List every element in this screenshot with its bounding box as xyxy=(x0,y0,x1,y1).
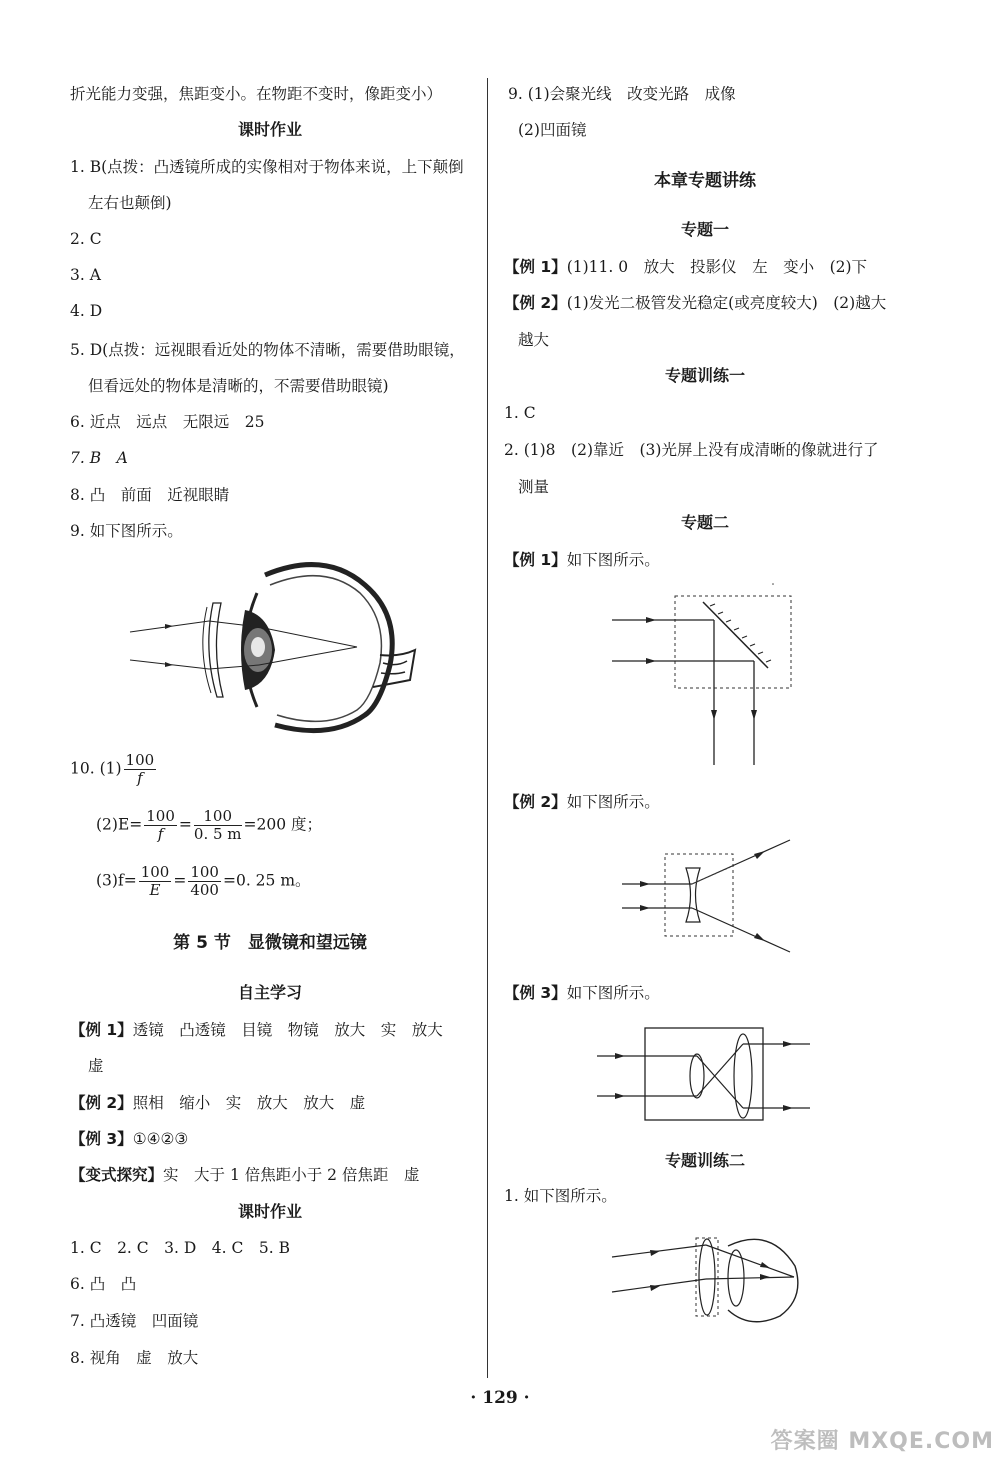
answer-1: 1. B(点拨：凸透镜所成的实像相对于物体来说，上下颠倒 xyxy=(70,158,464,176)
eye-diagram xyxy=(125,555,425,745)
example-text: 照相 缩小 实 放大 放大 虚 xyxy=(132,1094,366,1112)
example-2-cont: 越大 xyxy=(518,331,550,349)
example-text: 如下图所示。 xyxy=(566,984,660,1002)
formula-prefix: 10. (1) xyxy=(70,759,122,778)
training-2-cont: 测量 xyxy=(518,478,550,496)
training-heading: 专题训练二 xyxy=(664,1151,745,1170)
example-tag: 【例 3】 xyxy=(504,984,567,1002)
fraction xyxy=(194,808,242,843)
answer-7: 7. B A xyxy=(70,449,128,467)
fraction xyxy=(144,808,177,843)
fraction-numerator: 100 xyxy=(140,863,170,881)
answer-7: 7. 凸透镜 凹面镜 xyxy=(70,1312,199,1330)
answer-6: 6. 凸 凸 xyxy=(70,1275,137,1293)
watermark xyxy=(771,1424,994,1455)
section-title: 第 5 节 显微镜和望远镜 xyxy=(173,933,367,953)
text-line: 折光能力变强，焦距变小。在物距不变时，像距变小） xyxy=(70,85,443,103)
concave-lens-diagram xyxy=(620,832,820,962)
figure-example-3 xyxy=(504,983,660,1003)
equals-sign: = xyxy=(178,815,192,834)
example-text: 实 大于 1 倍焦距小于 2 倍焦距 虚 xyxy=(163,1166,420,1184)
section-heading: 自主学习 xyxy=(237,983,302,1002)
fraction-denominator: f xyxy=(137,769,143,787)
answer-1-cont: 左右也颠倒) xyxy=(88,194,172,212)
answer-9-2: (2)凹面镜 xyxy=(518,121,587,139)
answer-8: 8. 视角 虚 放大 xyxy=(70,1349,199,1367)
fraction-numerator: 100 xyxy=(194,808,242,826)
formula-10-1 xyxy=(70,752,158,787)
formula-prefix: (2)E= xyxy=(96,815,143,834)
fraction-numerator: 100 xyxy=(125,751,155,769)
answer-row: 1. C 2. C 3. D 4. C 5. B xyxy=(70,1239,290,1257)
example-tag: 【例 3】 xyxy=(70,1130,133,1148)
telescope-diagram xyxy=(595,1022,825,1132)
answer-2: 2. C xyxy=(70,230,102,248)
example-2 xyxy=(70,1093,365,1113)
example-text: ①④②③ xyxy=(132,1130,189,1148)
formula-10-3 xyxy=(96,864,311,899)
fraction-numerator: 100 xyxy=(190,863,219,881)
figure-example-1 xyxy=(504,550,660,570)
formula-result: =0. 25 m。 xyxy=(222,871,311,890)
fraction-denominator: 400 xyxy=(190,881,219,899)
topic-heading: 专题二 xyxy=(680,513,729,532)
fraction xyxy=(188,864,221,899)
example-1 xyxy=(70,1020,443,1040)
figure-example-2 xyxy=(504,792,660,812)
example-3 xyxy=(70,1129,188,1149)
example-text: (1)11. 0 放大 投影仪 左 变小 (2)下 xyxy=(566,258,868,276)
answer-6: 6. 近点 远点 无限远 25 xyxy=(70,413,265,431)
answer-3: 3. A xyxy=(70,266,101,284)
example-tag: 【例 2】 xyxy=(504,294,567,312)
example-tag: 【例 1】 xyxy=(504,551,567,569)
example-tag: 【例 2】 xyxy=(504,793,567,811)
answer-5-cont: 但看远处的物体是清晰的，不需要借助眼镜) xyxy=(88,377,389,395)
section-heading: 课时作业 xyxy=(237,1202,302,1221)
convex-lens-shape xyxy=(699,1239,715,1315)
answer-9: 9. (1)会聚光线 改变光路 成像 xyxy=(508,85,736,103)
formula-10-2 xyxy=(96,808,322,843)
answer-8: 8. 凸 前面 近视眼睛 xyxy=(70,486,230,504)
fraction-denominator: E xyxy=(149,881,161,899)
fraction xyxy=(124,752,157,787)
fraction xyxy=(139,864,172,899)
concave-lens-shape xyxy=(686,868,700,922)
example-text: (1)发光二极管发光稳定(或亮度较大) (2)越大 xyxy=(566,294,887,312)
fraction-numerator: 100 xyxy=(146,807,175,825)
example-text: 如下图所示。 xyxy=(566,793,660,811)
example-tag: 【例 1】 xyxy=(504,258,567,276)
training-heading: 专题训练一 xyxy=(664,366,745,385)
fraction-denominator: 0. 5 m xyxy=(193,825,242,843)
training-1: 1. C xyxy=(504,404,536,422)
watermark-text: 答案圈 MXQE.COM xyxy=(770,1429,994,1454)
example-1-cont: 虚 xyxy=(88,1057,104,1075)
answer-9: 9. 如下图所示。 xyxy=(70,522,183,540)
chapter-title: 本章专题讲练 xyxy=(654,171,756,191)
example-tag: 【例 1】 xyxy=(70,1021,133,1039)
training-2-1: 1. 如下图所示。 xyxy=(504,1187,617,1205)
convex-lens-large xyxy=(734,1034,752,1118)
example-text: 如下图所示。 xyxy=(566,551,660,569)
eye-lens-diagram xyxy=(610,1228,820,1328)
formula-result: =200 度； xyxy=(243,815,323,834)
example-1 xyxy=(504,257,867,277)
mirror-diagram xyxy=(610,590,810,770)
example-text: 透镜 凸透镜 目镜 物镜 放大 实 放大 xyxy=(132,1021,443,1039)
topic-heading: 专题一 xyxy=(680,220,729,239)
convex-lens-small xyxy=(690,1054,704,1098)
section-heading: 课时作业 xyxy=(237,120,302,139)
example-2 xyxy=(504,293,886,313)
example-tag: 【变式探究】 xyxy=(70,1166,164,1184)
example-tag: 【例 2】 xyxy=(70,1094,133,1112)
mirror-line xyxy=(703,602,768,668)
variant-explore xyxy=(70,1165,419,1185)
concave-lens-shape xyxy=(209,603,223,697)
column-divider xyxy=(487,78,488,1378)
fraction-denominator: f xyxy=(157,825,164,843)
answer-4: 4. D xyxy=(70,302,103,320)
training-2: 2. (1)8 (2)靠近 (3)光屏上没有成清晰的像就进行了 xyxy=(504,441,879,459)
equals-sign: = xyxy=(173,871,187,890)
answer-5: 5. D(点拨：远视眼看近处的物体不清晰，需要借助眼镜， xyxy=(70,341,465,359)
formula-prefix: (3)f= xyxy=(96,871,137,890)
page-number: · 129 · xyxy=(470,1388,530,1408)
